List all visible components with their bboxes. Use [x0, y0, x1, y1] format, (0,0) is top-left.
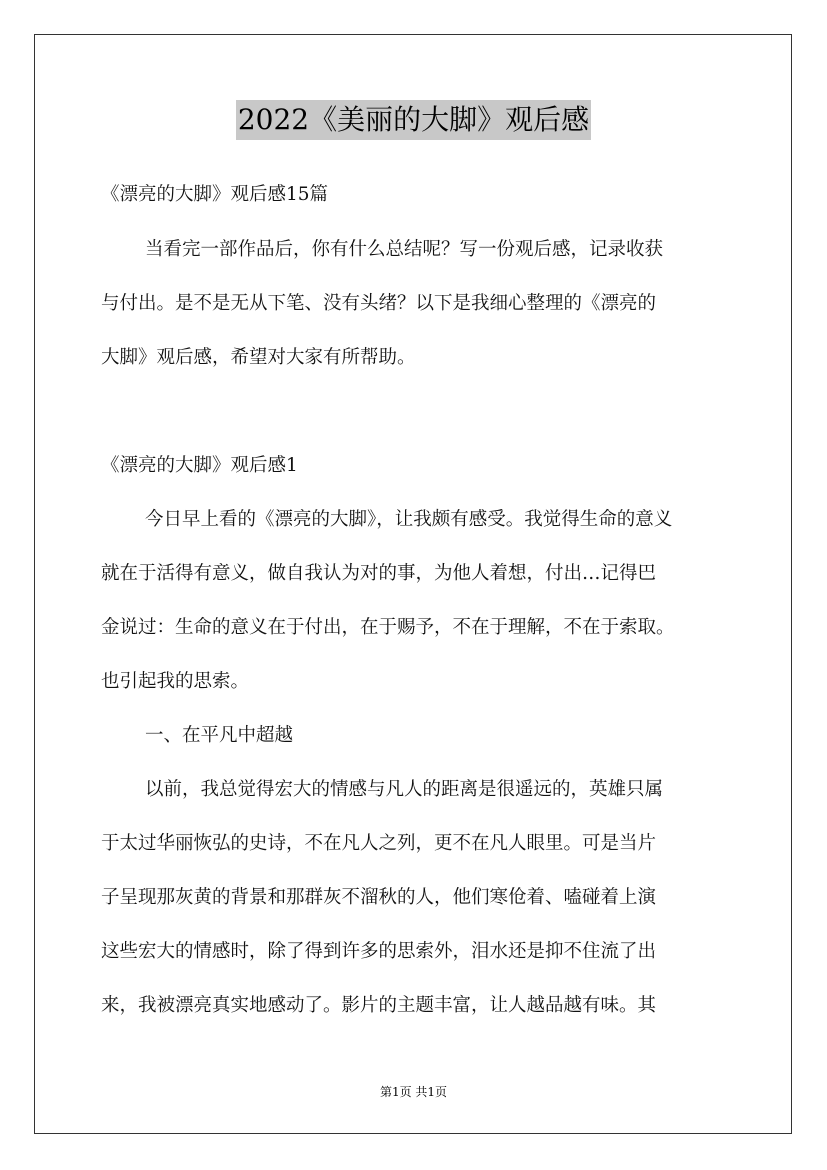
paragraph-line: 来，我被漂亮真实地感动了。影片的主题丰富，让人越品越有味。其	[101, 995, 657, 1016]
paragraph-line: 金说过：生命的意义在于付出，在于赐予，不在于理解，不在于索取。	[101, 617, 675, 638]
paragraph-line: 与付出。是不是无从下笔、没有头绪？以下是我细心整理的《漂亮的	[101, 293, 657, 314]
paragraph-line: 子呈现那灰黄的背景和那群灰不溜秋的人，他们寒伧着、嗑碰着上演	[101, 887, 657, 908]
paragraph-line: 当看完一部作品后，你有什么总结呢？写一份观后感，记录收获	[145, 239, 664, 260]
document-title: 2022《美丽的大脚》观后感	[236, 100, 591, 140]
subtitle-line: 《漂亮的大脚》观后感15篇	[101, 184, 329, 205]
paragraph-line: 以前，我总觉得宏大的情感与凡人的距离是很遥远的，英雄只属	[145, 779, 664, 800]
title-container	[0, 100, 827, 140]
paragraph-line: 于太过华丽恢弘的史诗，不在凡人之列，更不在凡人眼里。可是当片	[101, 833, 657, 854]
subsection-heading: 一、在平凡中超越	[145, 725, 294, 746]
paragraph-line: 就在于活得有意义，做自我认为对的事，为他人着想，付出…记得巴	[101, 563, 657, 584]
paragraph-line: 也引起我的思索。	[101, 671, 250, 692]
paragraph-line: 这些宏大的情感时，除了得到许多的思索外，泪水还是抑不住流了出	[101, 941, 657, 962]
paragraph-line: 今日早上看的《漂亮的大脚》，让我颇有感受。我觉得生命的意义	[145, 509, 673, 530]
page-number-footer: 第1页 共1页	[379, 1085, 448, 1099]
section-heading: 《漂亮的大脚》观后感1	[101, 455, 298, 476]
paragraph-line: 大脚》观后感，希望对大家有所帮助。	[101, 347, 416, 368]
